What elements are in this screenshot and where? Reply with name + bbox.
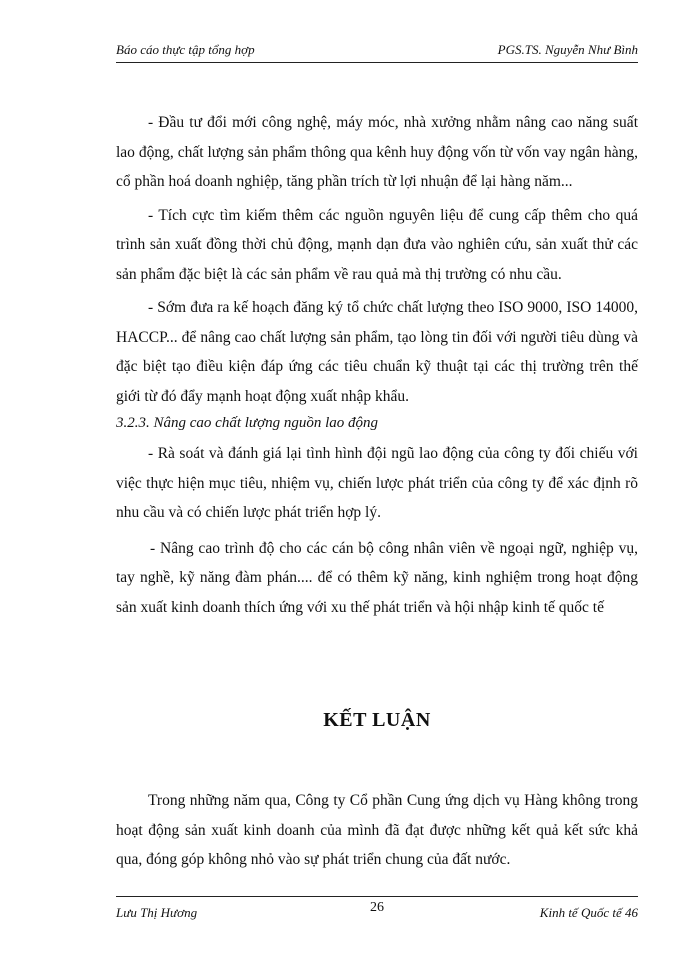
page-number: 26 [370,900,384,915]
paragraph-training: - Nâng cao trình độ cho các cán bộ công nhân viên về ngoại ngữ, nghiệp vụ, tay nghề, kỹ năng đàm phán.... để có thêm kỹ năng, kinh nghiệm trong hoạt động sản xuất kinh doanh thích ứng với xu thế phát triển và hội nhập kinh tế quốc tế [116,539,638,616]
conclusion-section [116,786,638,875]
conclusion-title: KẾT LUẬN [323,709,431,731]
header-report-title: Báo cáo thực tập tổng hợp [116,42,255,57]
conclusion-paragraph: Trong những năm qua, Công ty Cổ phần Cung ứng dịch vụ Hàng không trong hoạt động sản xuất kinh doanh của mình đã đạt được những kết quả kết sức khả qua, đóng góp không nhỏ vào sự phát triển chung của đất nước. [116,792,638,868]
section-subheading: 3.2.3. Nâng cao chất lượng nguồn lao động [116,415,379,431]
paragraph-labor-review: - Rà soát và đánh giá lại tình hình đội ngũ lao động của công ty đối chiếu với việc thực hiện mục tiêu, nhiệm vụ, chiến lược phát triển của công ty để xác định rõ nhu cầu và có chiến lược phát triển hợp lý. [116,445,638,521]
body-content [116,108,638,622]
header-supervisor: PGS.TS. Nguyễn Như Bình [497,42,638,57]
paragraph-investment: - Đầu tư đổi mới công nghệ, máy móc, nhà xưởng nhằm nâng cao năng suất lao động, chất lượng sản phẩm thông qua kênh huy động vốn từ vốn vay ngân hàng, cổ phần hoá doanh nghiệp, tăng phần trích từ lợi nhuận để lại hàng năm... [116,114,638,190]
footer-class: Kinh tế Quốc tế 46 [539,905,638,920]
page-header [116,40,638,63]
paragraph-materials: - Tích cực tìm kiếm thêm các nguồn nguyên liệu để cung cấp thêm cho quá trình sản xuất đồng thời chủ động, mạnh dạn đưa vào nghiên cứu, sản xuất thử các sản phẩm đặc biệt là các sản phẩm về rau quả mà thị trường có nhu cầu. [116,206,638,283]
page-footer [116,896,638,923]
footer-author: Lưu Thị Hương [116,905,198,920]
paragraph-iso: - Sớm đưa ra kế hoạch đăng ký tổ chức chất lượng theo ISO 9000, ISO 14000, HACCP... để nâng cao chất lượng sản phẩm, tạo lòng tin đối với người tiêu dùng và đặc biệt tạo điều kiện đáp ứng các tiêu chuẩn kỹ thuật tại các thị trường trên thế giới từ đó đẩy mạnh hoạt động xuất nhập khẩu. [116,299,638,405]
